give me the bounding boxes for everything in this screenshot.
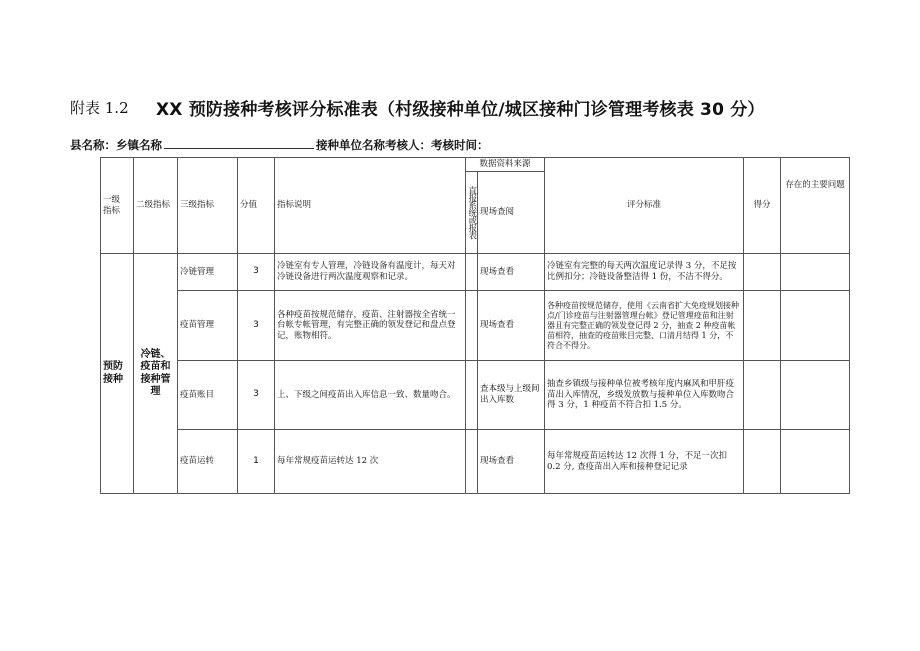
header-got-score: 得分: [744, 158, 781, 254]
header-criteria: 评分标准: [545, 158, 744, 254]
description-cell: 各种疫苗按规范储存，疫苗、注射器按全省统一台帐专帐管理，有完整正确的领发登记和盘点登记，账物相符。: [275, 291, 466, 361]
header-source-report: 直报系统或报表: [466, 186, 477, 239]
score-cell: 3: [238, 254, 275, 291]
criteria-cell: 冷链室有完整的每天两次温度记录得 3 分，不足按比例扣分；冷链设备整洁得 1 份，不洁不得分。: [545, 254, 744, 291]
level3-cell: 疫苗账目: [178, 361, 238, 430]
got-score-cell[interactable]: [744, 254, 781, 291]
town-label: 乡镇名称: [116, 138, 162, 152]
header-source-group: 数据资料来源: [466, 158, 545, 172]
criteria-cell: 各种疫苗按规范储存，使用《云南省扩大免疫规划接种点/门诊疫苗与注射器管理台帐》登记管理疫苗和注射器且有完整正确的领发登记得 2 分，抽查 2 种疫苗帐苗相符，抽查的疫苗账目完整、口清月结得 1 分，不符合不得分。: [545, 291, 744, 361]
level3-cell: 疫苗运转: [178, 430, 238, 494]
appendix-label: 附表 1.2: [70, 99, 129, 117]
level3-cell: 冷链管理: [178, 254, 238, 291]
report-cell[interactable]: [466, 430, 478, 494]
issues-cell[interactable]: [781, 254, 850, 291]
header-source-onsite: 现场查阅: [478, 172, 545, 254]
issues-cell[interactable]: [781, 430, 850, 494]
assessment-table: [100, 157, 850, 494]
report-cell[interactable]: [466, 291, 478, 361]
header-level3: 三级指标: [178, 158, 238, 254]
got-score-cell[interactable]: [744, 430, 781, 494]
got-score-cell[interactable]: [744, 291, 781, 361]
table-title: XX 预防接种考核评分标准表（村级接种单位/城区接种门诊管理考核表 30 分）: [156, 100, 765, 120]
header-source-report-cell: [466, 172, 478, 254]
report-cell[interactable]: [466, 254, 478, 291]
table-row: [101, 430, 850, 494]
onsite-cell: 查本级与上级间出入库数: [478, 361, 545, 430]
assessor-label: 考核人：: [385, 138, 431, 152]
document-title: [70, 95, 890, 119]
county-label: 县名称：: [70, 138, 116, 152]
description-cell: 冷链室有专人管理，冷链设备有温度计，每天对冷链设备进行两次温度观察和记录。: [275, 254, 466, 291]
time-label: 考核时间：: [431, 138, 489, 152]
town-blank-line[interactable]: [164, 137, 314, 149]
criteria-cell: 抽查乡镇级与接种单位被考核年度内麻风和甲肝疫苗出入库情况，乡级发放数与接种单位入库数吻合得 3 分，1 种疫苗不符合扣 1.5 分。: [545, 361, 744, 430]
level1-cell: 预防接种: [101, 254, 134, 494]
got-score-cell[interactable]: [744, 361, 781, 430]
onsite-cell: 现场查看: [478, 291, 545, 361]
form-meta-line: [70, 137, 489, 153]
header-level2: 二级指标: [134, 158, 178, 254]
header-issues: 存在的主要问题: [781, 158, 850, 254]
description-cell: 每年常规疫苗运转达 12 次: [275, 430, 466, 494]
issues-cell[interactable]: [781, 291, 850, 361]
unit-label: 接种单位名称: [316, 138, 385, 152]
table-row: [101, 254, 850, 291]
header-description: 指标说明: [275, 158, 466, 254]
score-cell: 3: [238, 291, 275, 361]
onsite-cell: 现场查看: [478, 430, 545, 494]
score-cell: 3: [238, 361, 275, 430]
table-row: [101, 291, 850, 361]
header-level1: 一级 指标: [101, 158, 134, 254]
report-cell[interactable]: [466, 361, 478, 430]
table-row: [101, 361, 850, 430]
header-score: 分值: [238, 158, 275, 254]
criteria-cell: 每年常规疫苗运转达 12 次得 1 分，不足一次扣 0.2 分, 查疫苗出入库和接种登记记录: [545, 430, 744, 494]
header-row-1: [101, 158, 850, 172]
level2-cell: 冷链、疫苗和接种管理: [134, 254, 178, 494]
issues-cell[interactable]: [781, 361, 850, 430]
level3-cell: 疫苗管理: [178, 291, 238, 361]
description-cell: 上、下级之间疫苗出入库信息一致、数量吻合。: [275, 361, 466, 430]
score-cell: 1: [238, 430, 275, 494]
onsite-cell: 现场查看: [478, 254, 545, 291]
